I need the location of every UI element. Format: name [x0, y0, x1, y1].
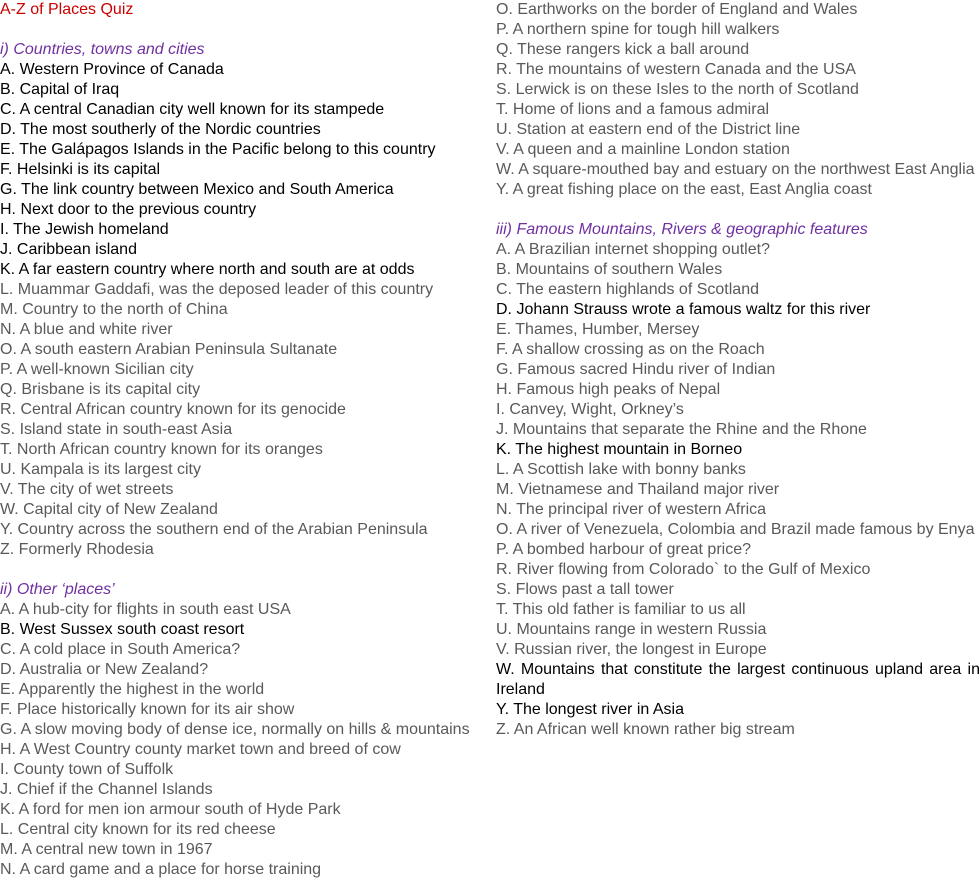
question-other-l: L. Central city known for its red cheese	[0, 821, 276, 838]
question-features-b: B. Mountains of southern Wales	[496, 261, 723, 278]
question-other-y: Y. A great fishing place on the east, East Anglia coast	[496, 181, 872, 198]
question-other-h: H. A West Country county market town and breed of cow	[0, 741, 401, 758]
question-features-h: H. Famous high peaks of Nepal	[496, 381, 721, 398]
question-countries-n: N. A blue and white river	[0, 321, 173, 338]
question-features-i: I. Canvey, Wight, Orkney’s	[496, 401, 684, 418]
question-features-f: F. A shallow crossing as on the Roach	[496, 341, 765, 358]
question-other-j: J. Chief if the Channel Islands	[0, 781, 213, 798]
question-features-k: K. The highest mountain in Borneo	[496, 441, 743, 458]
question-other-k: K. A ford for men ion armour south of Hyde Park	[0, 801, 341, 818]
question-countries-y: Y. Country across the southern end of the Arabian Peninsula	[0, 521, 428, 538]
question-countries-o: O. A south eastern Arabian Peninsula Sultanate	[0, 341, 338, 358]
question-features-u: U. Mountains range in western Russia	[496, 621, 767, 638]
question-other-g: G. A slow moving body of dense ice, normally on hills & mountains	[0, 721, 470, 738]
question-features-e: E. Thames, Humber, Mersey	[496, 321, 700, 338]
question-features-g: G. Famous sacred Hindu river of Indian	[496, 361, 776, 378]
question-countries-b: B. Capital of Iraq	[0, 81, 120, 98]
question-other-o: O. Earthworks on the border of England and Wales	[496, 1, 858, 18]
question-countries-j: J. Caribbean island	[0, 241, 137, 258]
question-features-w: W. Mountains that constitute the largest continuous upland area in Ireland	[496, 661, 980, 698]
question-other-v: V. A queen and a mainline London station	[496, 141, 790, 158]
question-countries-i: I. The Jewish homeland	[0, 221, 169, 238]
question-other-s: S. Lerwick is on these Isles to the north of Scotland	[496, 81, 859, 98]
question-other-n: N. A card game and a place for horse training	[0, 861, 322, 878]
spacer	[0, 20, 488, 40]
section-heading-other-places: ii) Other ‘places’	[0, 581, 115, 598]
question-other-q: Q. These rangers kick a ball around	[496, 41, 750, 58]
question-other-c: C. A cold place in South America?	[0, 641, 241, 658]
question-countries-c: C. A central Canadian city well known for its stampede	[0, 101, 385, 118]
question-countries-q: Q. Brisbane is its capital city	[0, 381, 201, 398]
question-other-i: I. County town of Suffolk	[0, 761, 174, 778]
spacer	[496, 200, 980, 220]
question-other-a: A. A hub-city for flights in south east USA	[0, 601, 291, 618]
question-countries-l: L. Muammar Gaddafi, was the deposed leader of this country	[0, 281, 434, 298]
question-other-m: M. A central new town in 1967	[0, 841, 213, 858]
section-heading-countries: i) Countries, towns and cities	[0, 41, 205, 58]
question-countries-h: H. Next door to the previous country	[0, 201, 257, 218]
question-features-d: D. Johann Strauss wrote a famous waltz for this river	[496, 301, 871, 318]
question-features-z: Z. An African well known rather big stream	[496, 721, 795, 738]
question-countries-z: Z. Formerly Rhodesia	[0, 541, 154, 558]
question-countries-r: R. Central African country known for its genocide	[0, 401, 346, 418]
question-countries-e: E. The Galápagos Islands in the Pacific belong to this country	[0, 141, 436, 158]
question-features-m: M. Vietnamese and Thailand major river	[496, 481, 780, 498]
question-countries-p: P. A well-known Sicilian city	[0, 361, 194, 378]
quiz-title: A-Z of Places Quiz	[0, 1, 134, 18]
question-features-l: L. A Scottish lake with bonny banks	[496, 461, 746, 478]
question-countries-d: D. The most southerly of the Nordic countries	[0, 121, 321, 138]
question-countries-u: U. Kampala is its largest city	[0, 461, 201, 478]
left-column	[0, 0, 488, 880]
question-features-n: N. The principal river of western Africa	[496, 501, 767, 518]
question-features-j: J. Mountains that separate the Rhine and the Rhone	[496, 421, 867, 438]
question-other-w: W. A square-mouthed bay and estuary on the northwest East Anglia	[496, 161, 975, 178]
spacer	[0, 560, 488, 580]
question-features-v: V. Russian river, the longest in Europe	[496, 641, 767, 658]
question-countries-a: A. Western Province of Canada	[0, 61, 224, 78]
question-other-f: F. Place historically known for its air show	[0, 701, 295, 718]
question-features-p: P. A bombed harbour of great price?	[496, 541, 751, 558]
question-other-r: R. The mountains of western Canada and the USA	[496, 61, 856, 78]
question-countries-f: F. Helsinki is its capital	[0, 161, 161, 178]
question-features-y: Y. The longest river in Asia	[496, 701, 684, 718]
question-other-b: B. West Sussex south coast resort	[0, 621, 245, 638]
question-countries-t: T. North African country known for its oranges	[0, 441, 323, 458]
question-other-e: E. Apparently the highest in the world	[0, 681, 265, 698]
question-other-p: P. A northern spine for tough hill walkers	[496, 21, 780, 38]
question-countries-m: M. Country to the north of China	[0, 301, 228, 318]
question-countries-v: V. The city of wet streets	[0, 481, 174, 498]
question-features-s: S. Flows past a tall tower	[496, 581, 674, 598]
right-column	[496, 0, 980, 740]
question-other-d: D. Australia or New Zealand?	[0, 661, 209, 678]
question-countries-w: W. Capital city of New Zealand	[0, 501, 218, 518]
question-other-u: U. Station at eastern end of the District line	[496, 121, 801, 138]
question-features-o: O. A river of Venezuela, Colombia and Brazil made famous by Enya	[496, 521, 975, 538]
question-countries-s: S. Island state in south-east Asia	[0, 421, 233, 438]
question-other-t: T. Home of lions and a famous admiral	[496, 101, 770, 118]
question-features-t: T. This old father is familiar to us all	[496, 601, 746, 618]
question-features-r: R. River flowing from Colorado` to the Gulf of Mexico	[496, 561, 871, 578]
question-countries-k: K. A far eastern country where north and south are at odds	[0, 261, 415, 278]
question-features-c: C. The eastern highlands of Scotland	[496, 281, 759, 298]
section-heading-features: iii) Famous Mountains, Rivers & geographic features	[496, 221, 868, 238]
question-countries-g: G. The link country between Mexico and South America	[0, 181, 394, 198]
question-features-a: A. A Brazilian internet shopping outlet?	[496, 241, 770, 258]
